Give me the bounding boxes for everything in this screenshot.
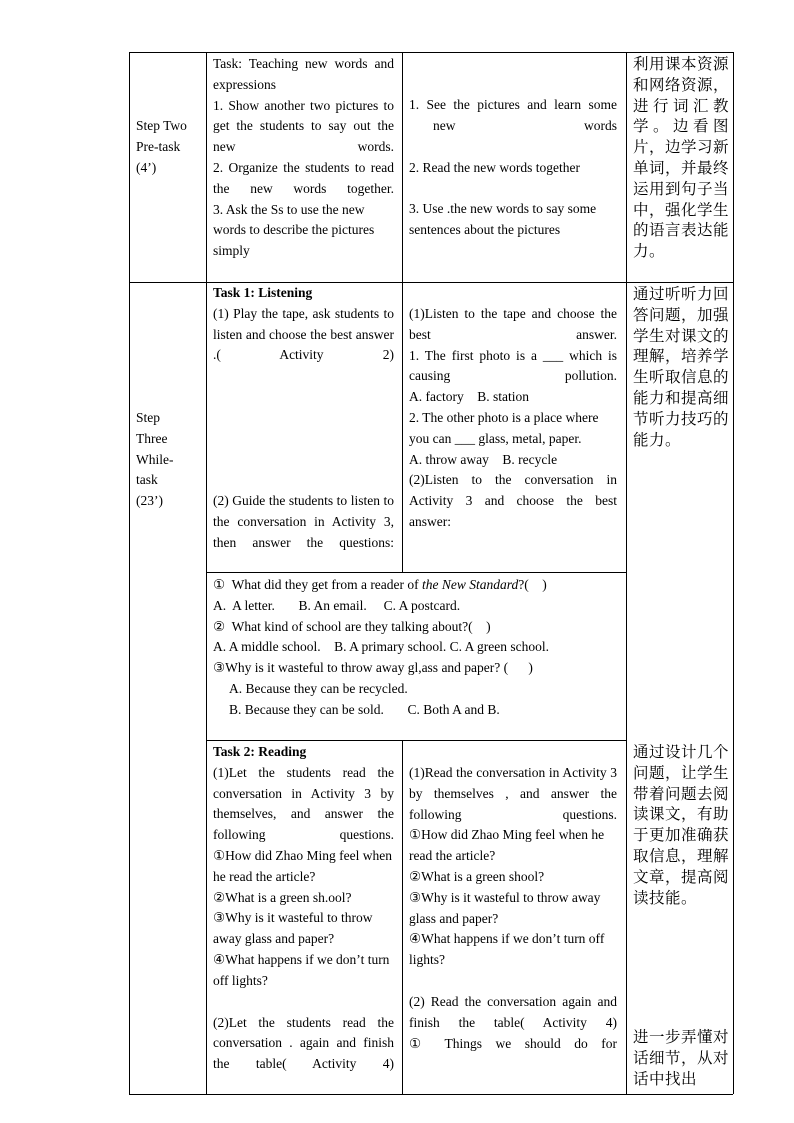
- listening-question-3-option-b: B. Because they can be sold. C. Both A and B.: [229, 701, 500, 717]
- task2-teacher-activity: [213, 742, 394, 1075]
- task2-teacher-question: ①How did Zhao Ming feel when he read the article?: [213, 847, 392, 884]
- task1-student-intro: (1)Listen to the tape and choose the best answer.: [409, 306, 617, 342]
- row-divider-task2: [206, 740, 626, 741]
- task2-student-question: ③Why is it wasteful to throw away glass and paper?: [409, 889, 601, 926]
- step-three-label: [136, 408, 204, 512]
- task2-student-step1: (1)Read the conversation in Activity 3 by themselves , and answer the following questions.: [409, 765, 617, 822]
- task2-teacher-question: ④What happens if we don’t turn off lights?: [213, 951, 390, 988]
- column-divider-1: [206, 52, 207, 1094]
- task2-teacher-step2: (2)Let the students read the conversation . again and finish the table( Activity 4): [213, 1014, 394, 1072]
- task2-teacher-step1: (1)Let the students read the conversation in Activity 3 by themselves, and answer the following questions.: [213, 764, 394, 843]
- step-two-label: [136, 116, 204, 178]
- row-divider-questions-top: [206, 572, 626, 573]
- step-three-label-line: Step: [136, 410, 161, 425]
- task2-student-step3: ① Things we should do for: [409, 1035, 617, 1051]
- step-three-label-line: Three: [136, 430, 168, 446]
- task1-question-2-options: A. throw away B. recycle: [409, 451, 558, 467]
- column-divider-2a: [402, 52, 403, 572]
- step-two-label-line: Pre-task: [136, 138, 181, 154]
- table-bottom-border: [129, 1094, 733, 1095]
- task1-listening-questions: [213, 575, 623, 721]
- task2-teacher-question: ②What is a green sh.ool?: [213, 889, 352, 905]
- step-two-teacher-item: 2. Organize the students to read the new words together.: [213, 159, 394, 196]
- step-two-student-item: 1. See the pictures and learn some new words: [409, 97, 617, 133]
- step-two-task-heading: Task: Teaching new words and expressions: [213, 56, 394, 92]
- task1-title: Task 1: Listening: [213, 285, 313, 300]
- listening-question-3-option-a: A. Because they can be recycled.: [229, 680, 408, 696]
- task1-teacher-step2: (2) Guide the students to listen to the conversation in Activity 3, then answer the questions:: [213, 493, 394, 550]
- listening-question-3: ③Why is it wasteful to throw away gl,ass and paper? ( ): [213, 660, 533, 676]
- task1-teacher-activity: [213, 283, 394, 366]
- step-two-teacher-item: 1. Show another two pictures to get the students to say out the new words.: [213, 97, 394, 155]
- listening-question-1-text: ① What did they get from a reader of: [213, 577, 423, 592]
- listening-question-2: ② What kind of school are they talking about?( ): [213, 618, 491, 634]
- step-two-design-note: 利用课本资源和网络资源，进行词汇教学。边看图片，边学习新单词，并最终运用到句子当中，强化学生的语言表达能力。: [633, 55, 730, 261]
- task1-student-activity: [409, 304, 617, 533]
- listening-question-1-options: A. A letter. B. An email. C. A postcard.: [213, 597, 461, 613]
- step-two-teacher-item: 3. Ask the Ss to use the new words to describe the pictures simply: [213, 201, 375, 259]
- task2-teacher-question: ③Why is it wasteful to throw away glass and paper?: [213, 910, 373, 947]
- newspaper-title: the New Standard: [422, 577, 519, 592]
- task1-teacher-step1: (1) Play the tape, ask students to listen and choose the best answer .( Activity 2): [213, 305, 394, 363]
- task1-question-1: 1. The first photo is a ___ which is causing pollution.: [409, 347, 617, 384]
- task2-student-activity: [409, 763, 617, 1054]
- task2-title: Task 2: Reading: [213, 744, 307, 759]
- step-three-label-line: (23’): [136, 493, 163, 509]
- step-two-student-item: 3. Use .the new words to say some sentences about the pictures: [409, 201, 597, 238]
- task2-design-note: 通过设计几个问题，让学生带着问题去阅读课文，有助于更加准确获取信息，理解文章，提高阅读技能。: [633, 743, 730, 907]
- task1-design-note: 通过听听力回答问题，加强学生对课文的理解，培养学生听取信息的能力和提高细节听力技巧的能力。: [633, 285, 730, 449]
- task2-student-question: ②What is a green shool?: [409, 868, 545, 884]
- table-left-border: [129, 52, 130, 1094]
- task2-student-step2: (2) Read the conversation again and finish the table( Activity 4): [409, 993, 617, 1030]
- step-three-label-line: While-: [136, 451, 174, 467]
- task2-student-question: ①How did Zhao Ming feel when he read the article?: [409, 827, 605, 864]
- column-divider-3: [626, 52, 627, 1094]
- task1-student-intro-2: (2)Listen to the conversation in Activity 3 and choose the best answer:: [409, 472, 617, 529]
- table-right-border: [733, 52, 734, 1094]
- table-top-border: [129, 52, 733, 53]
- task2-design-note-2: 进一步弄懂对话细节，从对话中找出: [633, 1028, 730, 1088]
- step-two-label-line: Step Two: [136, 118, 187, 133]
- task1-question-2: 2. The other photo is a place where you can ___ glass, metal, paper.: [409, 409, 599, 446]
- step-two-student-item: 2. Read the new words together: [409, 159, 580, 175]
- listening-question-1: [213, 575, 623, 596]
- task1-question-1-options: A. factory B. station: [409, 389, 529, 405]
- task2-student-question: ④What happens if we don’t turn off lights?: [409, 931, 605, 968]
- listening-question-2-options: A. A middle school. B. A primary school. C. A green school.: [213, 639, 549, 655]
- column-divider-2b: [402, 740, 403, 1094]
- step-two-student-activity: [409, 95, 617, 241]
- step-two-teacher-activity: [213, 54, 394, 262]
- step-three-label-line: task: [136, 472, 158, 488]
- step-two-label-line: (4’): [136, 159, 157, 175]
- listening-question-1-bracket: ?( ): [518, 577, 547, 592]
